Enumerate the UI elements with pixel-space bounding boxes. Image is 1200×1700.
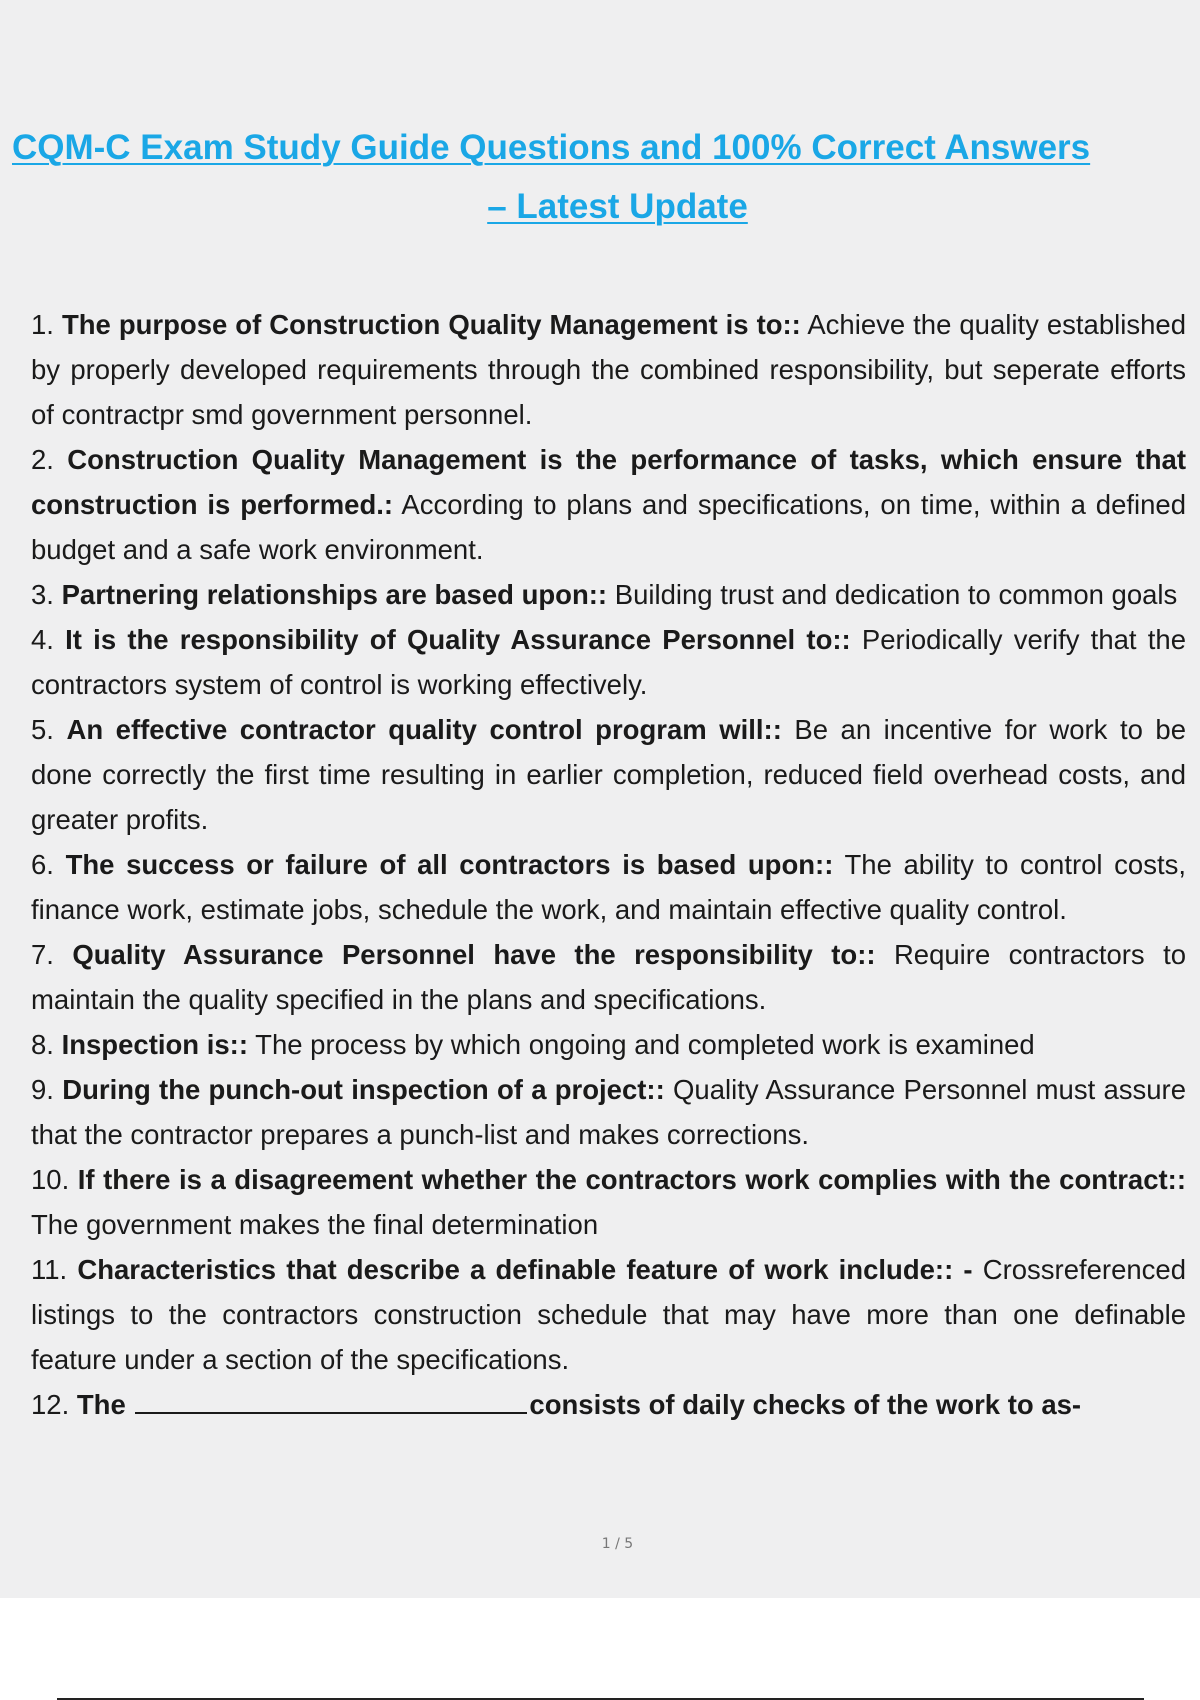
list-item: 1. The purpose of Construction Quality Management is to:: Achieve the quality established by properly developed requirements through the combined responsibility, but seperate efforts of contractpr smd government personnel.: [31, 309, 1186, 430]
question-text: Quality Assurance Personnel have the responsibility to::: [72, 939, 876, 970]
question-text: The success or failure of all contractors is based upon::: [65, 849, 834, 880]
page-number: 1 / 5: [601, 1536, 634, 1552]
question-text: It is the responsibility of Quality Assurance Personnel to::: [65, 624, 851, 655]
answer-text: According to plans and specifications, on time, within a defined budget and a safe work environment.: [31, 489, 1186, 565]
list-item: 5. An effective contractor quality control program will:: Be an incentive for work to be done correctly the first time resulting in earlier completion, reduced field overhead costs, and greater profits.: [31, 714, 1186, 835]
question-text: Inspection is::: [61, 1029, 248, 1060]
list-item: 6. The success or failure of all contractors is based upon:: The ability to control costs, finance work, estimate jobs, schedule the work, and maintain effective quality control.: [31, 849, 1186, 925]
question-text: If there is a disagreement whether the contractors work complies with the contract::: [77, 1164, 1186, 1195]
answer-text: The process by which ongoing and completed work is examined: [255, 1029, 1035, 1060]
list-item: 10. If there is a disagreement whether the contractors work complies with the contract:: The government makes the final determination: [31, 1164, 1186, 1240]
list-item: 3. Partnering relationships are based upon:: Building trust and dedication to common goals: [31, 579, 1178, 610]
answer-text: Require contractors to maintain the quality specified in the plans and specifications.: [31, 939, 1187, 1015]
document-title: CQM-C Exam Study Guide Questions and 100% Correct Answers: [12, 128, 1091, 167]
question-text: Construction Quality Management is the performance of tasks, which ensure that construction is performed.:: [31, 444, 1187, 520]
answer-text: Building trust and dedication to common goals: [614, 579, 1178, 610]
answer-text: Be an incentive for work to be done correctly the first time resulting in earlier completion, reduced field overhead costs, and greater profits.: [31, 714, 1186, 835]
list-item: 11. Characteristics that describe a definable feature of work include:: - Crossreferenced listings to the contractors construction schedule that may have more than one definable feature under a section of the specifications.: [31, 1254, 1187, 1375]
question-list: [31, 302, 1186, 1427]
question-text: Characteristics that describe a definable feature of work include:: -: [77, 1254, 973, 1285]
question-text: The: [76, 1389, 126, 1420]
answer-text: Quality Assurance Personnel must assure that the contractor prepares a punch-list and makes corrections.: [31, 1074, 1187, 1150]
answer-text: The government makes the final determination: [31, 1209, 599, 1240]
list-item: 12. The consists of daily checks of the work to as-: [31, 1389, 1082, 1420]
question-text: During the punch-out inspection of a project::: [62, 1074, 665, 1105]
list-item: 8. Inspection is:: The process by which ongoing and completed work is examined: [31, 1029, 1035, 1060]
answer-text: Achieve the quality established by properly developed requirements through the combined responsibility, but seperate efforts of contractpr smd government personnel.: [31, 309, 1186, 430]
list-item: 2. Construction Quality Management is the performance of tasks, which ensure that construction is performed.: According to plans and specifications, on time, within a defined budget and a safe work environment.: [31, 444, 1187, 565]
question-text: An effective contractor quality control program will::: [66, 714, 782, 745]
list-item: 7. Quality Assurance Personnel have the responsibility to:: Require contractors to maintain the quality specified in the plans and specifications.: [31, 939, 1187, 1015]
list-item: 9. During the punch-out inspection of a project:: Quality Assurance Personnel must assure that the contractor prepares a punch-list and makes corrections.: [31, 1074, 1187, 1150]
answer-text: Periodically verify that the contractors system of control is working effectively.: [31, 624, 1186, 700]
question-text-continued: consists of daily checks of the work to as-: [529, 1389, 1082, 1420]
question-text: Partnering relationships are based upon::: [61, 579, 608, 610]
question-text: The purpose of Construction Quality Management is to::: [61, 309, 801, 340]
fill-in-blank: [135, 1388, 527, 1414]
answer-text: The ability to control costs, finance work, estimate jobs, schedule the work, and maintain effective quality control.: [31, 849, 1186, 925]
answer-text: Crossreferenced listings to the contractors construction schedule that may have more than one definable feature under a section of the specifications.: [31, 1254, 1187, 1375]
document-subtitle: – Latest Update: [487, 187, 748, 226]
list-item: 4. It is the responsibility of Quality Assurance Personnel to:: Periodically verify that the contractors system of control is working effectively.: [31, 624, 1186, 700]
